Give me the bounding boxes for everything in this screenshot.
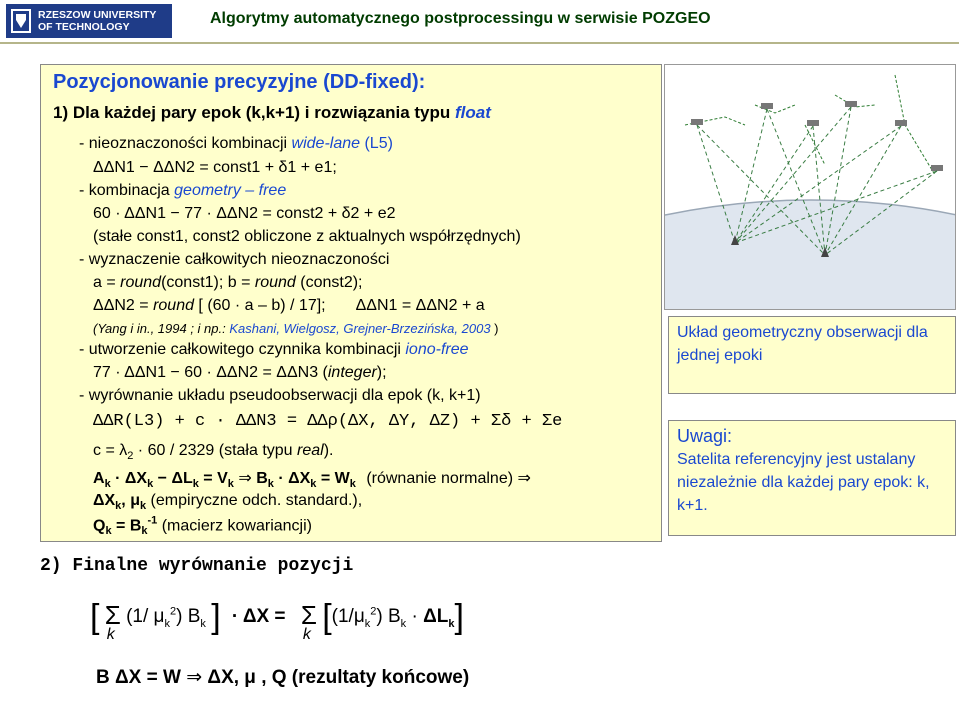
geometry-free-line: - kombinacja geometry – free xyxy=(79,182,287,199)
section2-heading: 2) Finalne wyrównanie pozycji xyxy=(40,556,354,576)
sum-symbol-2: Σ k xyxy=(300,600,317,643)
sum-symbol: Σ k xyxy=(104,600,121,643)
section1-heading: Pozycjonowanie precyzyjne (DD-fixed): xyxy=(53,71,426,93)
figure-caption: Układ geometryczny obserwacji dla jednej epoki xyxy=(668,316,956,394)
final-results-line: B ΔX = W ⇒ ΔX, μ , Q (rezultaty końcowe) xyxy=(96,667,470,688)
logo-line1: RZESZOW UNIVERSITY xyxy=(38,9,157,21)
step1-title: 1) Dla każdej pary epok (k,k+1) i rozwiązania typu float xyxy=(53,103,491,122)
std-dev-line: $\Delta X_k$, $\mu_k$ (empiryczne odch. standard.), xyxy=(93,492,363,513)
wide-lane-line: - nieoznaczoności kombinacji wide-lane (L5) xyxy=(79,135,393,152)
ambiguity-equations: ΔΔN2 = round [ (60 · a – b) / 17]; ΔΔN1 = ΔΔN2 + a xyxy=(93,297,485,314)
citation-line: (Yang i in., 1994 ; i np.: Kashani, Wielgosz, Grejner-Brzezińska, 2003 ) xyxy=(93,321,499,336)
header-bar xyxy=(0,0,959,44)
university-logo xyxy=(6,4,172,38)
equation-if: 77 · ΔΔN1 − 60 · ΔΔN2 = ΔΔN3 (integer); xyxy=(93,364,387,381)
university-crest-icon xyxy=(10,8,32,34)
notes-box xyxy=(668,420,956,536)
equation-wl: ΔΔN1 − ΔΔN2 = const1 + δ1 + e1; xyxy=(93,159,337,176)
rounding-line: a = round(const1); b = round (const2); xyxy=(93,274,363,291)
integer-ambiguity-line: - wyznaczenie całkowitych nieoznaczoności xyxy=(79,251,390,268)
algorithm-panel xyxy=(40,64,662,542)
slide-title: Algorytmy automatycznego postprocessingu w serwisie POZGEO xyxy=(210,10,711,27)
c-constant-line: $c = \lambda_2 \cdot 60 / 2329$ (stała typu real). xyxy=(93,442,334,463)
equation-gf: 60 · ΔΔN1 − 77 · ΔΔN2 = const2 + δ2 + e2 xyxy=(93,205,396,222)
normal-equation-line: $A_k \cdot \Delta X_k - \Delta L_k = V_k$ ⇒ $B_k \cdot \Delta X_k = W_k$ (równanie normalne) ⇒ xyxy=(93,470,531,491)
covariance-line: $Q_k = B_k^{-1}$ (macierz kowariancji) xyxy=(93,515,312,538)
constants-note: (stałe const1, const2 obliczone z aktualnych współrzędnych) xyxy=(93,228,521,245)
observation-equation: ΔΔR(L3) + c · ΔΔN3 = ΔΔρ(ΔX, ΔY, ΔZ) + Σδ + Σe xyxy=(93,412,563,431)
logo-line2: OF TECHNOLOGY xyxy=(38,21,130,33)
adjustment-line: - wyrównanie układu pseudoobserwacji dla epok (k, k+1) xyxy=(79,387,481,404)
notes-text: Satelita referencyjny jest ustalany niezależnie dla każdej pary epok: k, k+1. xyxy=(677,451,930,514)
notes-title: Uwagi: xyxy=(677,426,733,446)
final-equation-sum: [ Σ k (1/ $\mu_k^2$) $B_k$ ] · ΔX = Σ k $[(1/\mu_k^2) B_k \cdot \Delta L_k]$ xyxy=(90,598,464,643)
satellite-geometry-figure xyxy=(664,64,956,310)
satellite-geometry-diagram xyxy=(665,65,956,310)
iono-free-line: - utworzenie całkowitego czynnika kombinacji iono-free xyxy=(79,341,469,358)
